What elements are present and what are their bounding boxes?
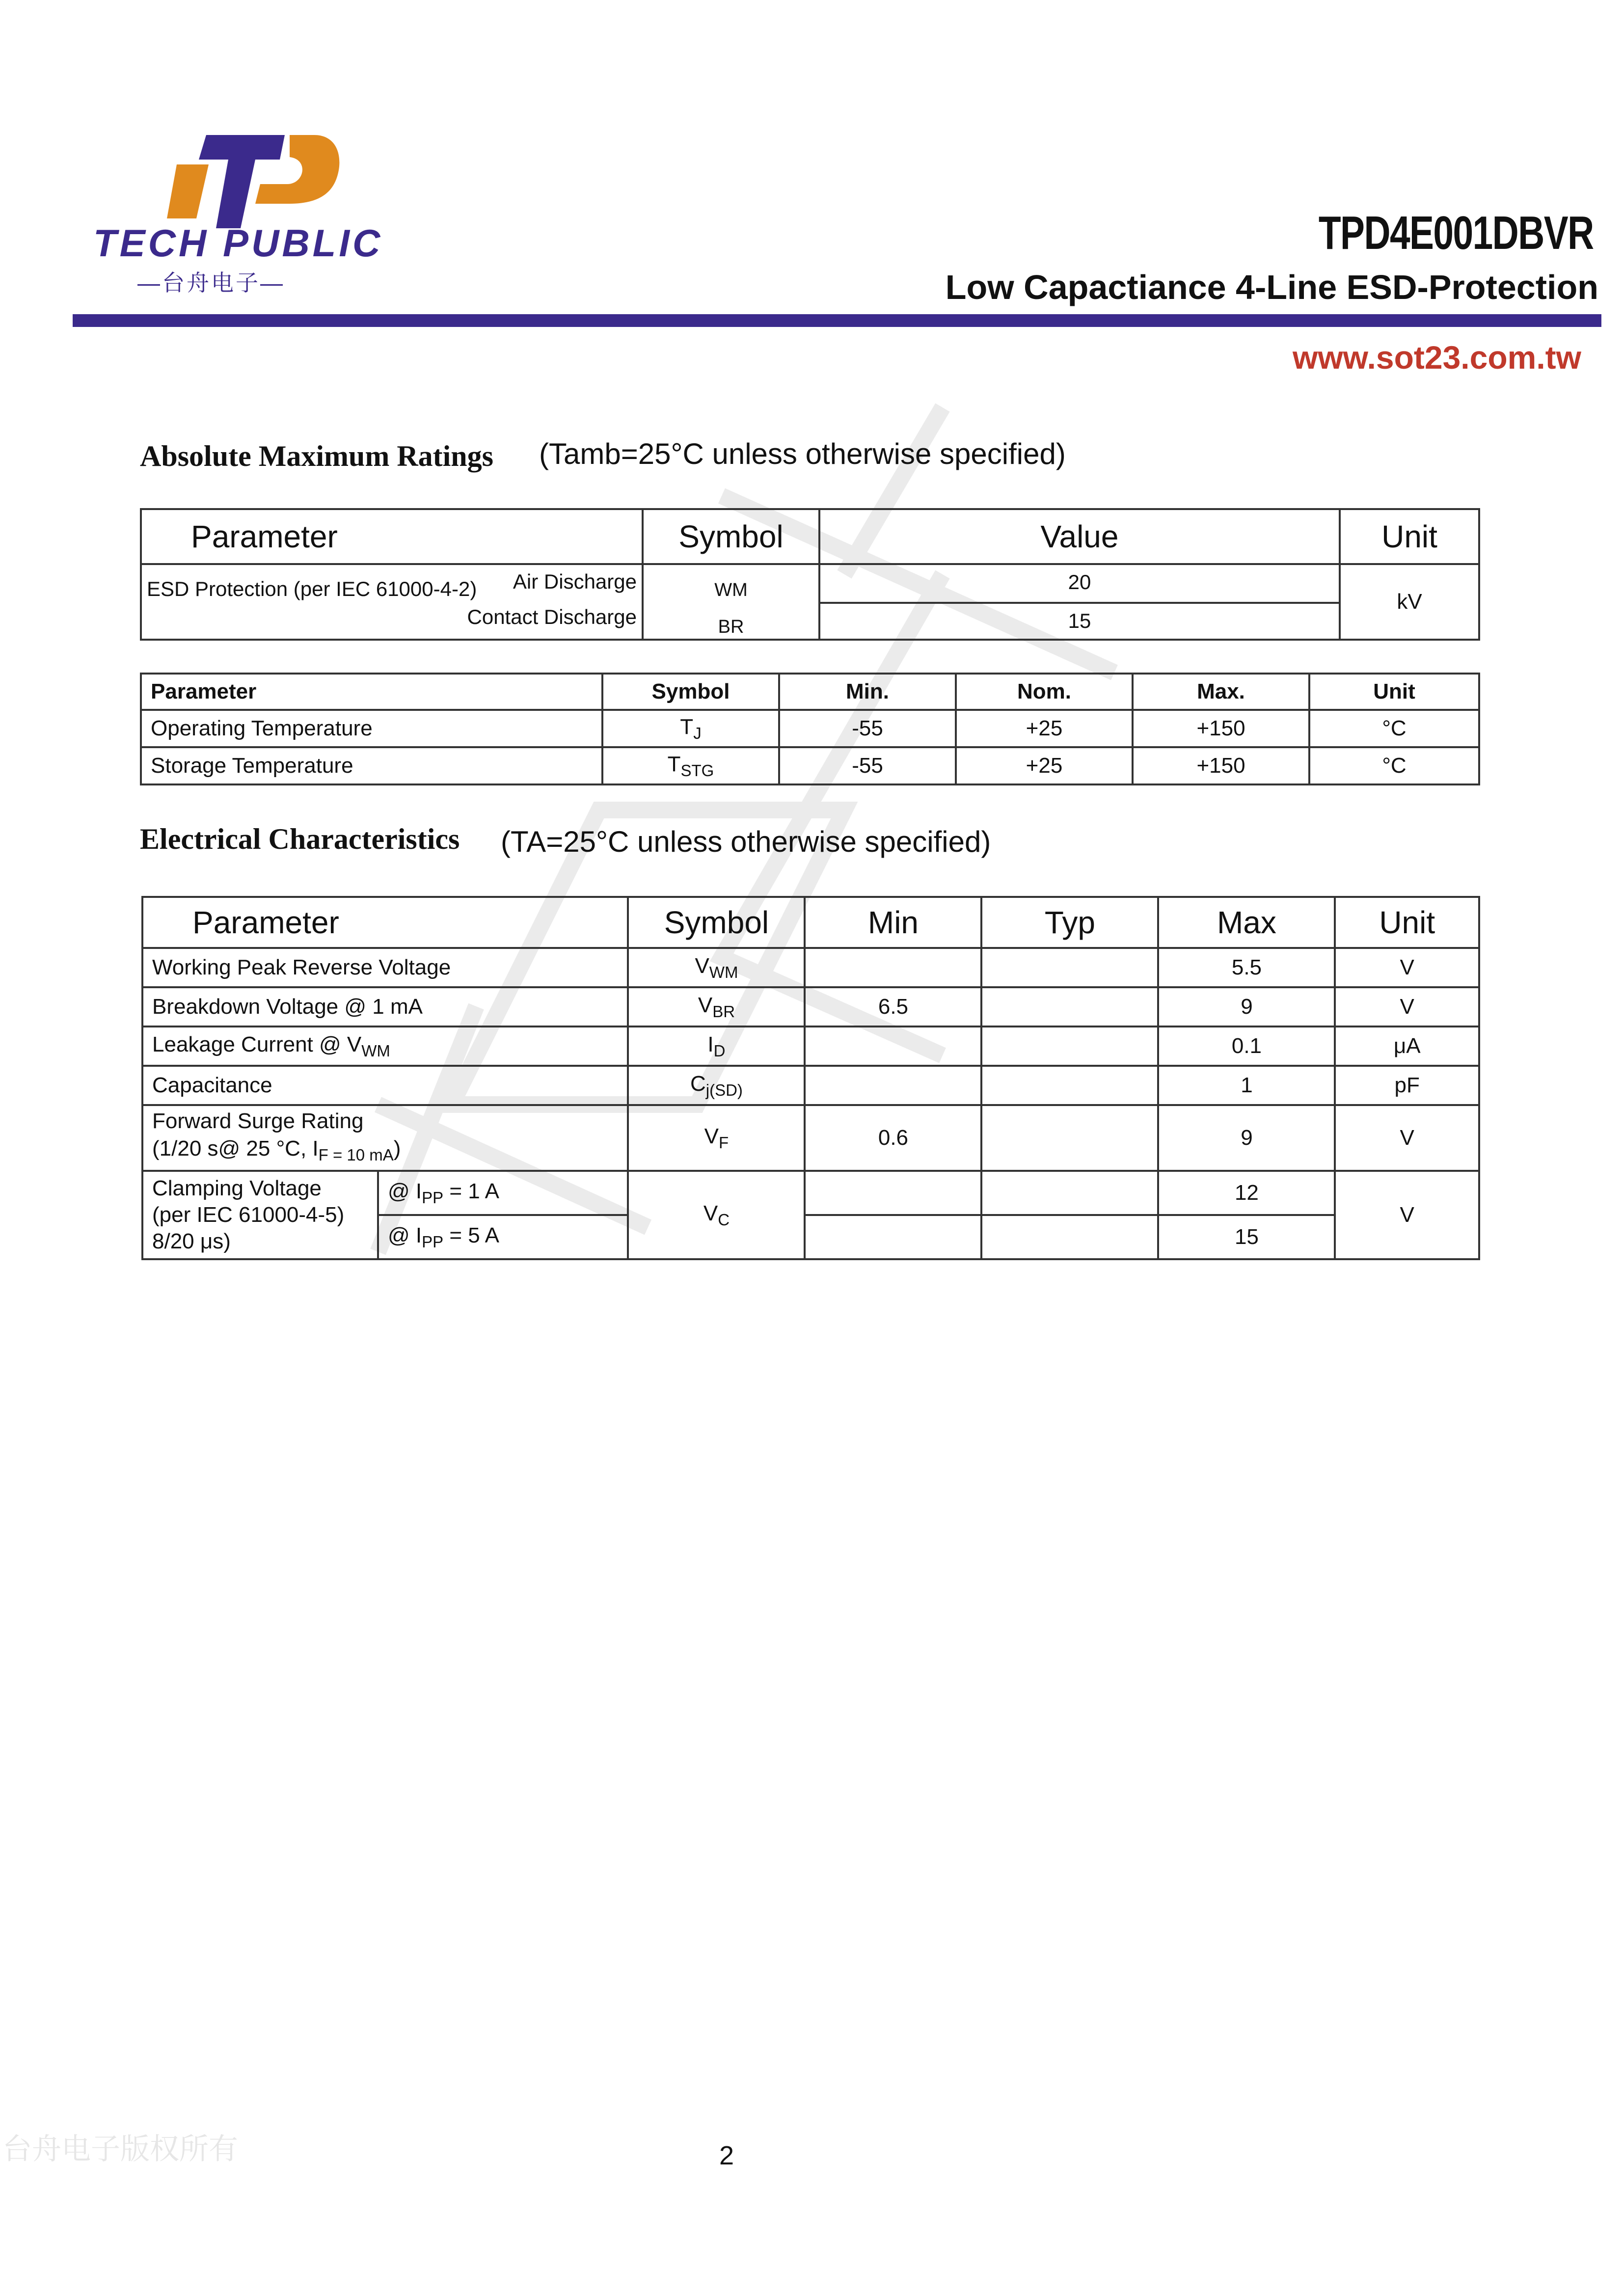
page-number: 2 bbox=[719, 2141, 734, 2170]
leakage-typ bbox=[981, 1026, 1158, 1066]
table-row bbox=[141, 747, 1479, 784]
table-row bbox=[142, 1171, 1479, 1215]
vwm-symbol: $V_{WM}$ bbox=[628, 948, 805, 987]
vwm-param: Working Peak Reverse Voltage bbox=[142, 948, 628, 987]
clamp-max-1: 12 bbox=[1158, 1171, 1335, 1215]
clamp-unit: V bbox=[1335, 1171, 1479, 1259]
surge-unit: V bbox=[1335, 1105, 1479, 1171]
contact-discharge-label: Contact Discharge bbox=[467, 605, 637, 628]
elec-col-parameter: Parameter bbox=[142, 897, 628, 948]
col-symbol: Symbol bbox=[643, 509, 819, 564]
table-row bbox=[142, 948, 1479, 987]
logo-subtitle: —台舟电子— bbox=[137, 270, 285, 296]
vwm-max: 5.5 bbox=[1158, 948, 1335, 987]
clamp-param bbox=[142, 1171, 378, 1259]
elec-col-symbol: Symbol bbox=[628, 897, 805, 948]
operating-temp-param: Operating Temperature bbox=[141, 710, 602, 747]
storage-temp-max: +150 bbox=[1133, 747, 1309, 784]
esd-param-label: ESD Protection (per IEC 61000-4-2) bbox=[147, 577, 477, 600]
vbr-symbol: $V_{BR}$ bbox=[628, 987, 805, 1026]
elec-note: (TA=25°C unless otherwise specified) bbox=[501, 825, 991, 858]
storage-temp-unit: °C bbox=[1309, 747, 1479, 784]
leakage-symbol: $I_D$ bbox=[628, 1026, 805, 1066]
vbr-min: 6.5 bbox=[805, 987, 981, 1026]
leakage-min bbox=[805, 1026, 981, 1066]
capacitance-min bbox=[805, 1066, 981, 1105]
temp-col-parameter: Parameter bbox=[141, 674, 602, 710]
part-number: TPD4E001DBVR bbox=[1319, 207, 1594, 259]
elec-col-max: Max bbox=[1158, 897, 1335, 948]
esd-unit: kV bbox=[1340, 564, 1479, 640]
clamp-cond-2: @ $I_{PP} = 5$ A bbox=[378, 1215, 628, 1259]
clamp-symbol: $V_C$ bbox=[628, 1171, 805, 1259]
temp-col-min: Min. bbox=[779, 674, 956, 710]
table-row bbox=[142, 1026, 1479, 1066]
vwm-min bbox=[805, 948, 981, 987]
clamp-cond-1: @ $I_{PP} = 1$ A bbox=[378, 1171, 628, 1215]
operating-temp-unit: °C bbox=[1309, 710, 1479, 747]
capacitance-max: 1 bbox=[1158, 1066, 1335, 1105]
table-row bbox=[142, 987, 1479, 1026]
operating-temp-nom: +25 bbox=[956, 710, 1133, 747]
vwm-typ bbox=[981, 948, 1158, 987]
esd-parameter-cell bbox=[141, 564, 643, 640]
symbol-air: WM bbox=[714, 580, 748, 600]
clamp-max-2: 15 bbox=[1158, 1215, 1335, 1259]
symbol-contact: BR bbox=[718, 617, 744, 637]
vwm-unit: V bbox=[1335, 948, 1479, 987]
storage-temp-min: -55 bbox=[779, 747, 956, 784]
clamp-typ-1 bbox=[981, 1171, 1158, 1215]
capacitance-param: Capacitance bbox=[142, 1066, 628, 1105]
surge-typ bbox=[981, 1105, 1158, 1171]
leakage-param: Leakage Current @ $V_{WM}$ bbox=[142, 1026, 628, 1066]
elec-col-typ: Typ bbox=[981, 897, 1158, 948]
capacitance-symbol: $C_{j(SD)}$ bbox=[628, 1066, 805, 1105]
temp-col-nom: Nom. bbox=[956, 674, 1133, 710]
table-row bbox=[142, 1066, 1479, 1105]
operating-temp-symbol: $T_J$ bbox=[602, 710, 779, 747]
surge-symbol: $V_F$ bbox=[628, 1105, 805, 1171]
operating-temp-min: -55 bbox=[779, 710, 956, 747]
col-parameter: Parameter bbox=[141, 509, 643, 564]
col-unit: Unit bbox=[1340, 509, 1479, 564]
surge-min: 0.6 bbox=[805, 1105, 981, 1171]
abs-max-table bbox=[140, 508, 1480, 641]
clamp-line3: 8/20 μs) bbox=[152, 1229, 231, 1253]
clamp-line2: (per IEC 61000-4-5) bbox=[152, 1203, 345, 1227]
clamp-min-1 bbox=[805, 1171, 981, 1215]
vbr-unit: V bbox=[1335, 987, 1479, 1026]
value-air: 20 bbox=[820, 565, 1339, 604]
vbr-param: Breakdown Voltage @ 1 mA bbox=[142, 987, 628, 1026]
storage-temp-param: Storage Temperature bbox=[141, 747, 602, 784]
copyright-watermark: 台舟电子版权所有 bbox=[2, 2132, 238, 2166]
electrical-table bbox=[141, 896, 1480, 1260]
capacitance-unit: pF bbox=[1335, 1066, 1479, 1105]
col-value: Value bbox=[819, 509, 1340, 564]
vbr-max: 9 bbox=[1158, 987, 1335, 1026]
surge-line1: Forward Surge Rating bbox=[152, 1108, 364, 1133]
operating-temp-max: +150 bbox=[1133, 710, 1309, 747]
esd-symbol-cell bbox=[643, 564, 819, 640]
logo-text: TECH PUBLIC bbox=[93, 221, 383, 265]
elec-col-unit: Unit bbox=[1335, 897, 1479, 948]
air-discharge-label: Air Discharge bbox=[513, 570, 637, 593]
temp-col-max: Max. bbox=[1133, 674, 1309, 710]
value-contact: 15 bbox=[1068, 609, 1091, 632]
surge-max: 9 bbox=[1158, 1105, 1335, 1171]
abs-max-title: Absolute Maximum Ratings bbox=[140, 440, 494, 472]
leakage-unit: μA bbox=[1335, 1026, 1479, 1066]
storage-temp-symbol: $T_{STG}$ bbox=[602, 747, 779, 784]
table-row bbox=[141, 710, 1479, 747]
surge-line2: (1/20 s@ 25 °C, $I_{F = 10 mA}$) bbox=[152, 1136, 401, 1164]
vbr-typ bbox=[981, 987, 1158, 1026]
document-subtitle: Low Capactiance 4-Line ESD-Protection bbox=[945, 268, 1598, 306]
surge-param bbox=[142, 1105, 628, 1171]
temp-col-symbol: Symbol bbox=[602, 674, 779, 710]
elec-col-min: Min bbox=[805, 897, 981, 948]
temperature-table bbox=[140, 673, 1480, 785]
website-link[interactable]: www.sot23.com.tw bbox=[1292, 339, 1581, 376]
temp-col-unit: Unit bbox=[1309, 674, 1479, 710]
esd-value-cell bbox=[819, 564, 1340, 640]
header-divider bbox=[73, 314, 1601, 327]
table-row bbox=[142, 1105, 1479, 1171]
leakage-max: 0.1 bbox=[1158, 1026, 1335, 1066]
clamp-min-2 bbox=[805, 1215, 981, 1259]
abs-max-note: (Tamb=25°C unless otherwise specified) bbox=[539, 437, 1066, 470]
elec-title: Electrical Characteristics bbox=[140, 823, 460, 855]
storage-temp-nom: +25 bbox=[956, 747, 1133, 784]
capacitance-typ bbox=[981, 1066, 1158, 1105]
clamp-line1: Clamping Voltage bbox=[152, 1176, 322, 1200]
clamp-typ-2 bbox=[981, 1215, 1158, 1259]
